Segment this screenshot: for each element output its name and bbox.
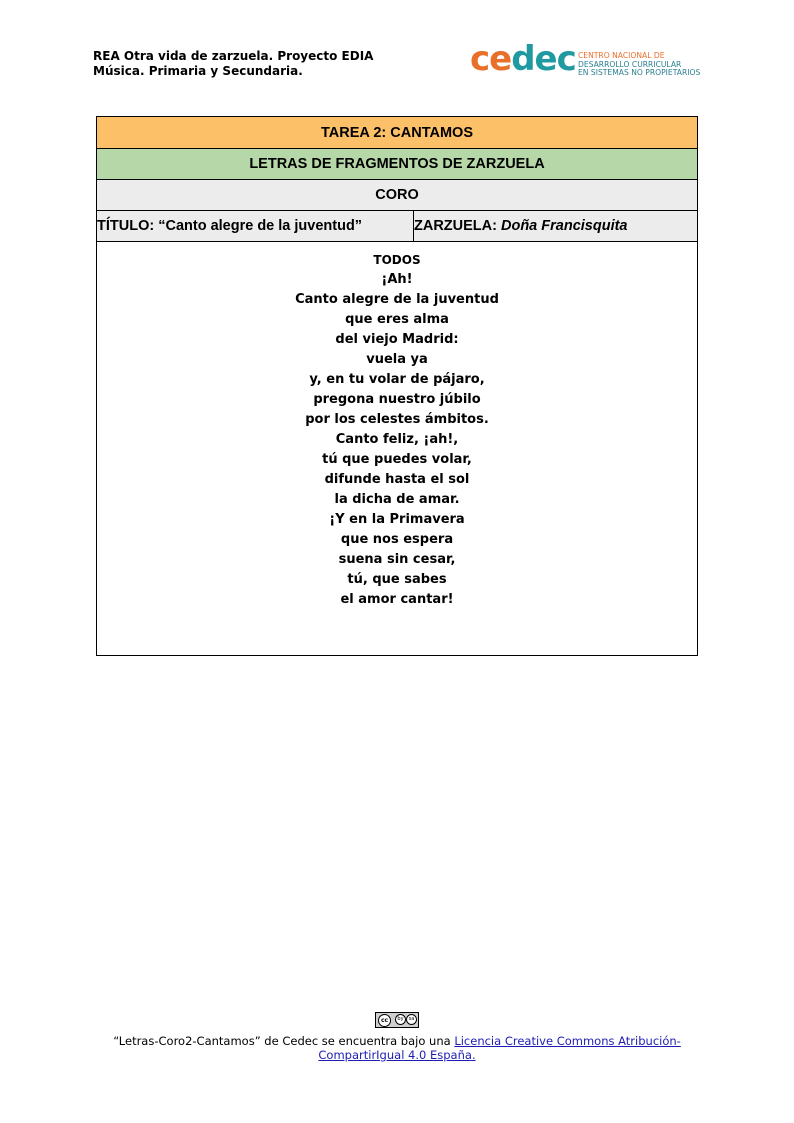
title-cell — [97, 211, 414, 242]
lyric-line: ¡Y en la Primavera — [329, 512, 465, 527]
lyric-line: del viejo Madrid: — [335, 332, 459, 347]
header-line-2: Música. Primaria y Secundaria. — [93, 64, 303, 78]
title-label: TÍTULO: — [97, 218, 155, 234]
lyric-line: ¡Ah! — [381, 272, 413, 287]
license-text-line-1: “Letras-Coro2-Cantamos” de Cedec se encuentra bajo una Licencia Creative Commons Atribución- — [113, 1034, 681, 1048]
cc-icon: cc — [378, 1014, 391, 1027]
lyrics-block — [97, 242, 697, 610]
lyric-line: el amor cantar! — [340, 592, 454, 607]
zarzuela-value: Doña Francisquita — [501, 218, 628, 234]
license-link[interactable]: Licencia Creative Commons Atribución- — [454, 1034, 681, 1048]
license-footer — [0, 1012, 794, 1062]
lyric-line: suena sin cesar, — [338, 552, 456, 567]
cedec-logo-subtitle: CENTRO NACIONAL DE DESARROLLO CURRICULAR EN SISTEMAS NO PROPIETARIOS — [578, 51, 701, 77]
zarzuela-label: ZARZUELA: — [414, 218, 497, 234]
by-icon: by — [395, 1014, 406, 1025]
title-value: “Canto alegre de la juventud” — [158, 218, 363, 234]
header-line-1: REA Otra vida de zarzuela. Proyecto EDIA — [93, 49, 374, 63]
document-header — [93, 49, 373, 79]
performer-label: TODOS — [373, 253, 421, 267]
lyric-line: que nos espera — [340, 532, 454, 547]
sa-icon: sa — [406, 1014, 417, 1025]
lyric-line: Canto feliz, ¡ah!, — [335, 432, 459, 447]
cedec-logo-wordmark: cedec — [470, 39, 576, 79]
lyric-line: por los celestes ámbitos. — [305, 412, 489, 427]
lyric-line: Canto alegre de la juventud — [295, 292, 499, 307]
lyric-line: tú que puedes volar, — [322, 452, 472, 467]
task-heading: TAREA 2: CANTAMOS — [97, 117, 698, 149]
section-heading: LETRAS DE FRAGMENTOS DE ZARZUELA — [97, 149, 698, 180]
license-text-line-2: CompartirIgual 4.0 España. — [318, 1048, 476, 1062]
zarzuela-cell — [414, 211, 698, 242]
lyrics-cell — [97, 242, 698, 656]
cc-by-sa-icon — [375, 1012, 419, 1028]
lyric-line: difunde hasta el sol — [324, 472, 470, 487]
lyric-line: vuela ya — [366, 352, 428, 367]
part-heading: CORO — [97, 180, 698, 211]
lyric-line: la dicha de amar. — [334, 492, 460, 507]
lyric-line: tú, que sabes — [347, 572, 447, 587]
license-link-continued[interactable]: CompartirIgual 4.0 España — [318, 1048, 472, 1062]
cedec-logo — [470, 39, 710, 85]
lyric-line: y, en tu volar de pájaro, — [309, 372, 485, 387]
lyrics-table — [96, 116, 698, 656]
lyric-line: que eres alma — [345, 312, 449, 327]
lyric-line: pregona nuestro júbilo — [313, 392, 481, 407]
